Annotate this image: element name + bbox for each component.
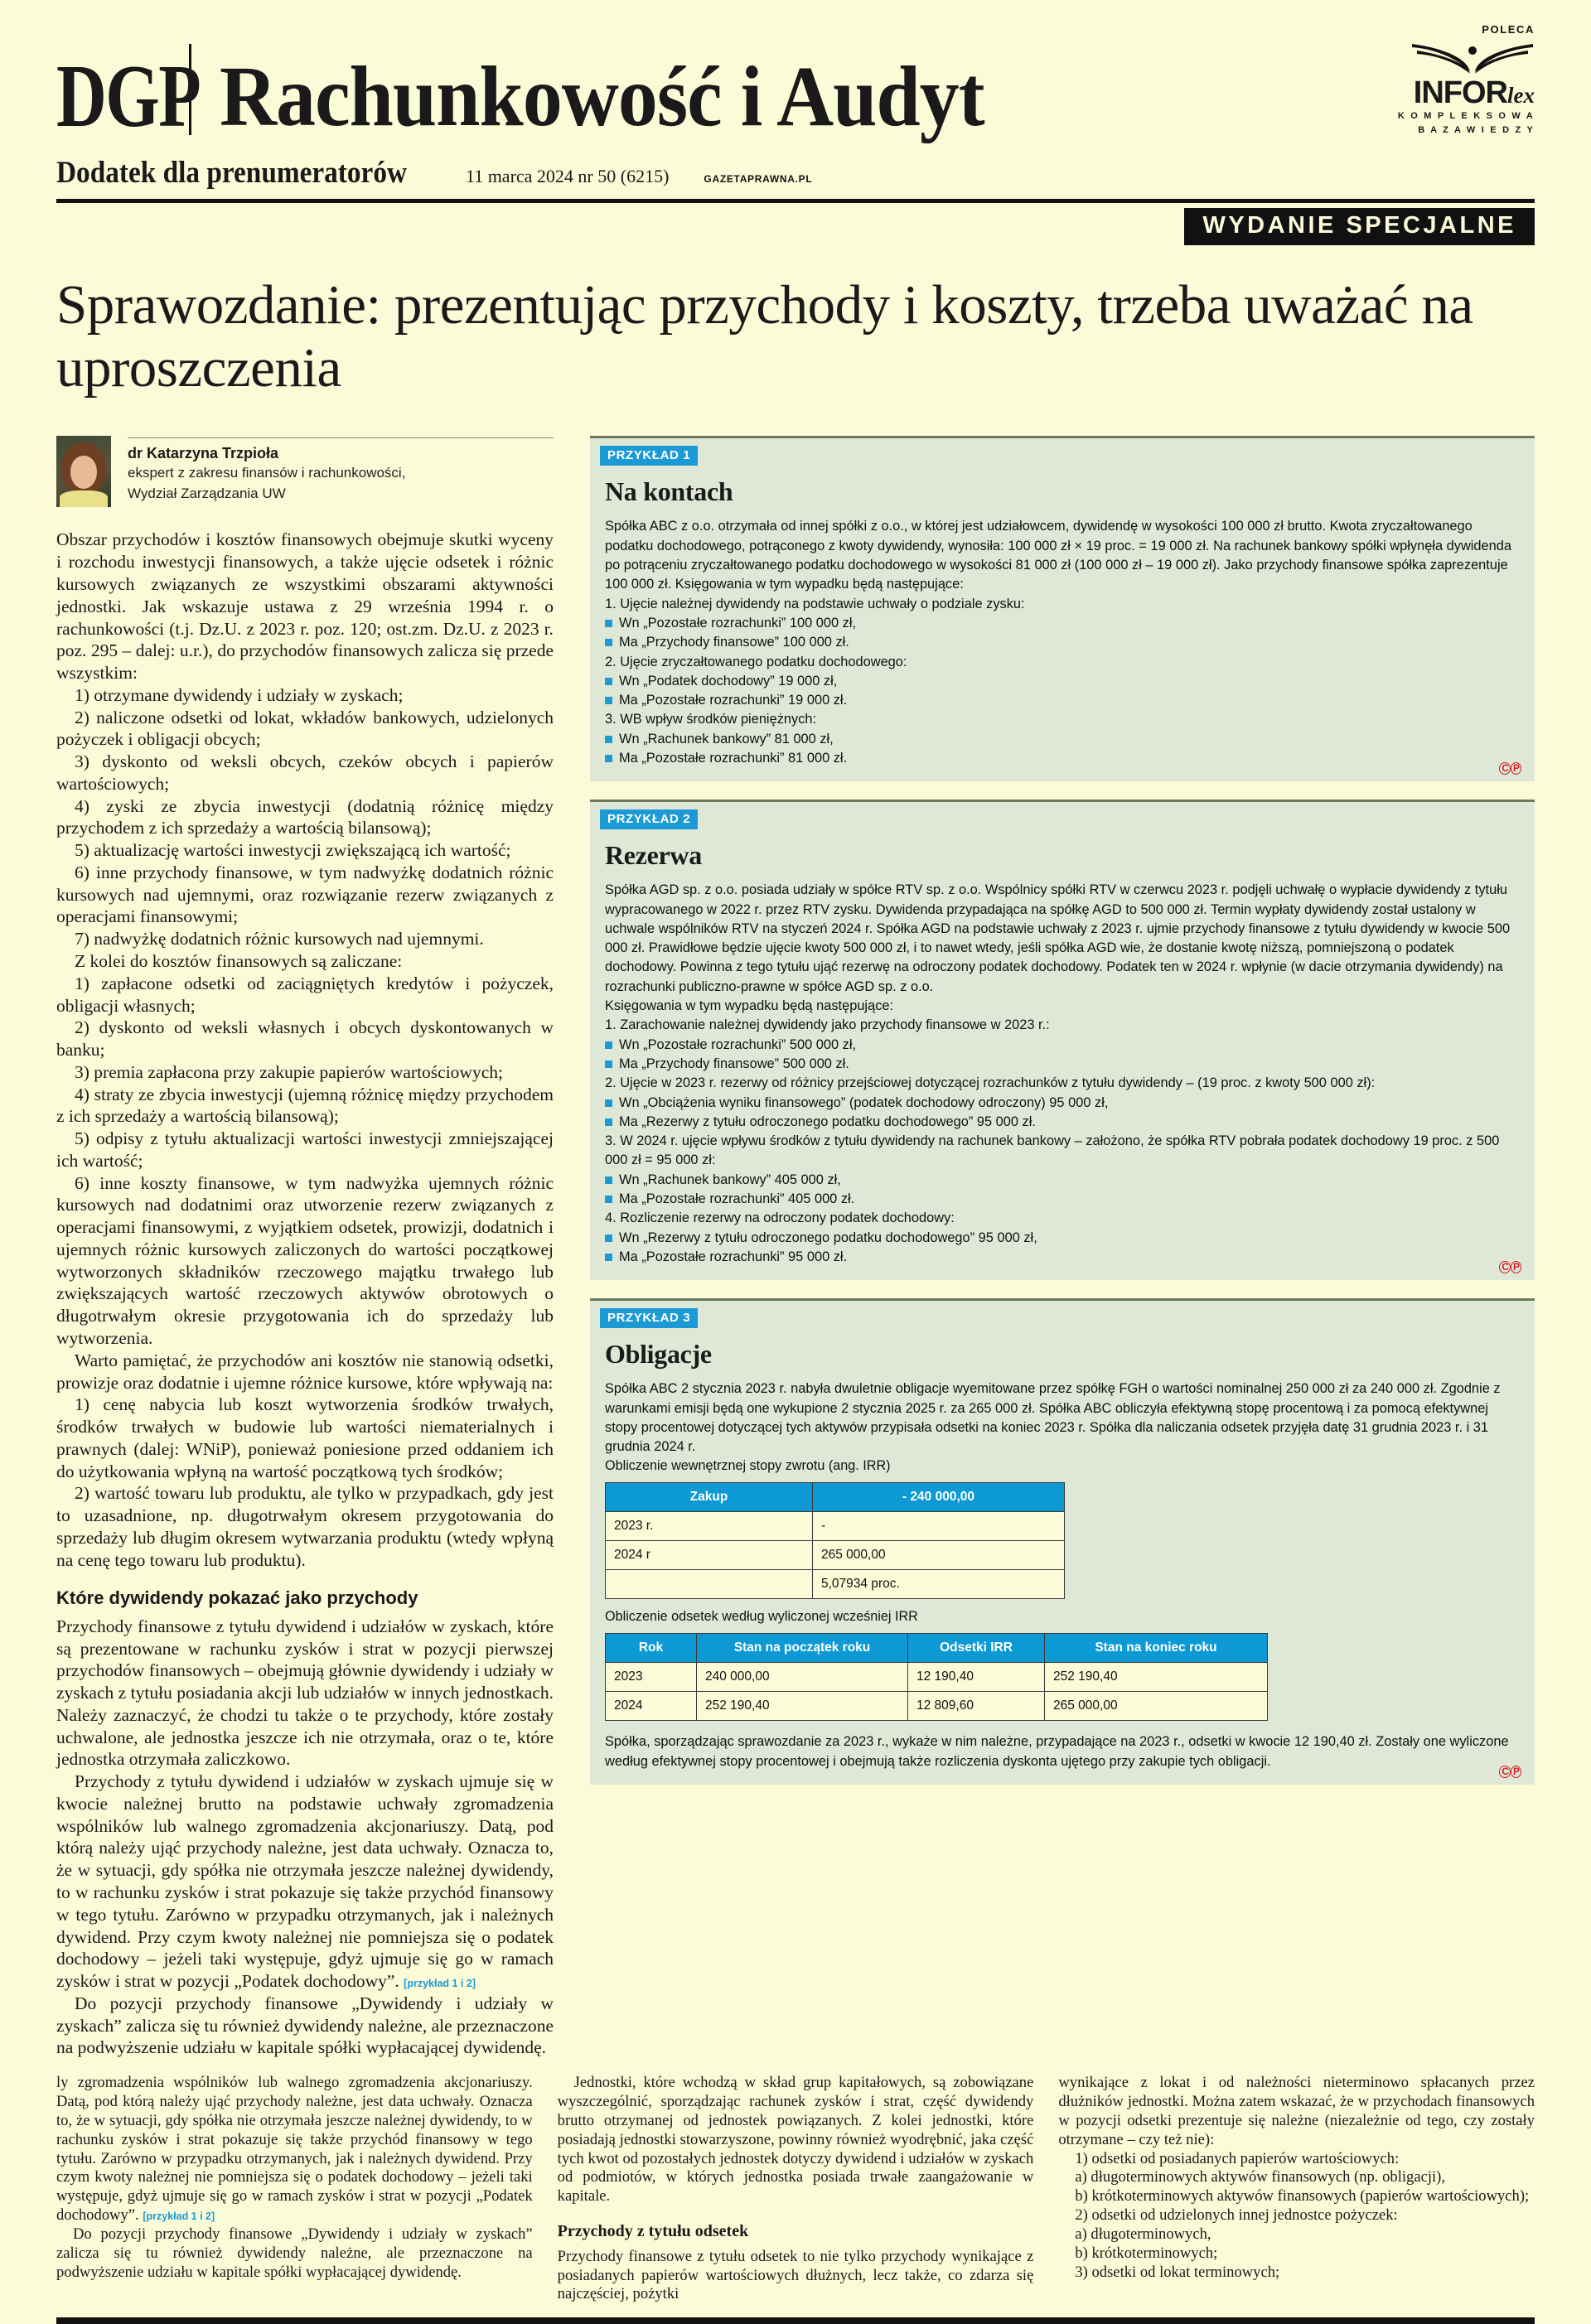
page-headline: Sprawozdanie: prezentując przychody i koszty, trzeba uważać na uproszczenia [56,273,1473,399]
example-1-bullet [605,749,1516,768]
int-cell: 2023 [606,1663,697,1692]
section-paragraph-1: Przychody finansowe z tytułu dywidend i udziałów w zyskach, które są prezentowane w rachunku zysków i strat w pozycji pierwszej przychodów finansowych – obejmują głównie dywidendy i udziały w zyskach z tytułu posiadania akcji lub udziałów w innych jednostkach. Należy zaznaczyć, że chodzi tu także o te przychody, które zostały uchwalone, ale jednostka jeszcze ich nie otrzymała, oraz o te, które jednostka otrzymała zaliczkowo. [56,1616,554,1770]
cost-item: 4) straty ze zbycia inwestycji (ujemną różnicę między przychodem z ich sprzedaży a wartością bilansową); [56,1084,554,1127]
income-item: 4) zyski ze zbycia inwestycji (dodatnią różnicę między przychodem z ich sprzedaży a wartością bilansową); [56,795,554,838]
masthead [56,0,1535,245]
example-2-bullet [605,1036,1516,1055]
table-row [606,1512,1065,1541]
infor-text: INFOR [1413,75,1507,110]
example-body-3 [590,1379,1535,1771]
irr-cell [606,1570,813,1599]
example-title-2: Rezerwa [605,840,702,871]
example-tag-3: PRZYKŁAD 3 [600,1308,698,1328]
bullet-square-icon [605,1119,612,1126]
example-2-bullet-text: Wn „Pozostałe rozrachunki” 500 000 zł, [619,1036,857,1052]
irr-cell: 2024 r [606,1541,813,1570]
example-2-bullet [605,1248,1516,1267]
table-header-row [606,1483,1065,1512]
irr-cell: 5,07934 proc. [813,1570,1065,1599]
poleca-label: POLECA [1482,23,1535,36]
bottom-col3-item: 3) odsetki od lokat terminowych; [1075,2263,1280,2281]
bullet-square-icon [605,678,612,685]
publication-title: Rachunkowość i Audyt [219,48,984,144]
bullet-square-icon [605,1176,612,1184]
int-cell: 252 190,40 [697,1692,908,1721]
example-1-line: 2. Ujęcie zryczałtowanego podatku dochodowego: [605,654,907,669]
main-content [56,436,1535,2059]
author-desc-1: ekspert z zakresu finansów i rachunkowości, [128,465,406,481]
example-2-bullet-text: Ma „Pozostałe rozrachunki” 405 000 zł. [619,1191,855,1207]
cost-item: 3) premia zapłacona przy zakupie papierów wartościowych; [75,1061,503,1082]
int-cell: 12 809,60 [908,1692,1045,1721]
bottom-col3-item: b) krótkoterminowych aktywów finansowych (papierów wartościowych); [1075,2187,1530,2206]
supplement-label: Dodatek dla prenumeratorów [56,155,408,190]
table-row [606,1541,1065,1570]
example-2-bullet-text: Ma „Przychody finansowe” 500 000 zł. [619,1056,849,1071]
note-item: 2) wartość towaru lub produktu, ale tylko w przypadkach, gdy jest to uzasadnione, np. długotrwałym okresem przygotowania do sprzedaży lub długim okresem wytwarzania produktu (wtedy wpłyną na cenę tego towaru lub produktu). [56,1483,554,1570]
int-cell: 240 000,00 [697,1663,908,1692]
example-top-rule [590,800,1535,802]
costs-lead: Z kolei do kosztów finansowych są zaliczane: [75,950,403,971]
table-row [606,1692,1268,1721]
cost-item: 2) dyskonto od weksli własnych i obcych dyskontowanych w banku; [56,1017,554,1061]
example-1-bullet [605,633,1516,652]
example-1-bullet-text: Ma „Pozostałe rozrachunki” 81 000 zł. [619,751,848,766]
example-box-1 [590,436,1535,781]
table-row [606,1663,1268,1692]
special-edition-badge: WYDANIE SPECJALNE [1184,208,1535,245]
income-item: 1) otrzymane dywidendy i udziały w zyskach; [75,684,404,705]
example-2-paragraph: Spółka AGD sp. z o.o. posiada udziały w spółce RTV sp. z o.o. Wspólnicy spółki RTV w czerwcu 2023 r. podjęli uchwałę o wypłacie dywidendy z tytułu wypracowanego w 2022 r. przez RTV zysku. Dywidenda przypadająca na spółkę AGD to 500 000 zł. Termin wypłaty dywidendy został ustalony w uchwale wspólników RTV na styczeń 2024 r. Spółka AGD na podstawie uchwały z 2023 r. ujmie przychody finansowe z tytułu dywidendy w kwocie 500 000 zł. Prawidłowe będzie ujęcie kwoty 500 000 zł, i to nawet wtedy, jeśli spółka AGD wie, że dostanie kwotę niższą, pomniejszoną o podatek dochodowy. Powinna z tego tytułu ująć rezerwę na odroczony podatek dochodowy. Podatek ten w 2024 r. wpłynie (w dacie otrzymania dywidendy) na rozrachunki publiczno-prawne w spółce AGD sp. z o.o. [605,882,1511,994]
infor-logo [1398,39,1535,137]
section-paragraph-2-text: Przychody z tytułu dywidend i udziałów w zyskach ujmuje się w kwocie należnej brutto na podstawie uchwały zgromadzenia wspólników lub walnego zgromadzenia akcjonariuszy. Datą, pod którą należy ująć przychody należne, jest data uchwały. Oznacza to, że w sytuacji, gdy spółka nie otrzymała jeszcze należnej dywidendy, to w rachunku zysków i strat pokazuje się także przychód finansowy w tego tytułu. Zarówno w przypadku otrzymanych, jak i należnych dywidend. Przy czym kwoty należnej nie pomniejsza się o podatek dochodowy – jeżeli taki występuje, gdyż ujmuje się go w ramach zysków i strat w pozycji „Podatek dochodowy”. [56,1771,554,1992]
example-2-bullet [605,1094,1516,1113]
bottom-col3-item: a) długoterminowych aktywów finansowych (np. obligacji), [1075,2168,1446,2186]
infor-wordmark [1398,77,1535,109]
left-body-text [56,529,554,2059]
note-item: 1) cenę nabycia lub koszt wytworzenia środków trwałych, środków trwałych w budowie lub wartości niematerialnych i prawnych (dalej: WNiP), ponieważ poniesione przed oddaniem ich do użytkowania wpłyną na wartość początkową tych środków; [56,1394,554,1481]
bottom-col2-p2: Przychody finansowe z tytułu odsetek to nie tylko przychody wynikające z posiadanych papierów wartościowych dłużnych, lecz także, co zdarza się najczęściej, pożytki [557,2247,1034,2303]
example-2-bullet-text: Ma „Rezerwy z tytułu odroczonego podatku dochodowego” 95 000 zł. [619,1114,1036,1129]
example-1-bullet [605,691,1516,710]
special-edition-band [56,208,1535,245]
bullet-square-icon [605,736,612,743]
example-1-bullet [605,730,1516,749]
bottom-col1-p1 [56,2074,533,2225]
bullet-square-icon [605,755,612,762]
example-2-bullet [605,1113,1516,1132]
copyright-mark-2: C P [1499,1259,1521,1273]
example-title-1: Na kontach [605,476,733,507]
infor-tagline-1: K O M P L E K S O W A [1397,111,1535,121]
cost-item: 1) zapłacone odsetki od zaciągniętych kredytów i pożyczek, obligacji własnych; [56,973,554,1016]
masthead-row [56,23,1535,147]
bottom-column-2 [558,2074,1034,2304]
section-paragraph-3: Do pozycji przychody finansowe „Dywidendy i udziały w zyskach” zalicza się tu również dywidendy należne, ale przeznaczone na podwyższenie udziału w kapitale spółki wypłacającej dywidendę. [56,1993,554,2058]
bottom-column-1 [56,2074,533,2304]
income-item: 2) naliczone odsetki od lokat, wkładów bankowych, udzielonych pożyczek i obligacji obcych; [56,707,554,750]
author-meta [128,436,554,507]
bullet-square-icon [605,1254,612,1261]
author-name: dr Katarzyna Trzpioła [128,445,279,462]
example-2-bullet [605,1171,1516,1190]
copyright-mark-3: C P [1499,1764,1521,1778]
example-2-bullet [605,1229,1516,1248]
example-1-line: 3. WB wpływ środków pieniężnych: [605,712,817,727]
int-cell: 12 190,40 [908,1663,1045,1692]
bottom-col3-p1: wynikające z lokat i od należności nieterminowo spłacanych przez dłużników jednostki. Można zatem wskazać, że w przychodach finansowych w pozycji odsetki prezentuje się należne (niezależnie od tego, czy zostały otrzymane – czy też nie): [1058,2074,1535,2148]
infor-block [1398,23,1535,140]
example-3-closing: Spółka, sporządzając sprawozdanie za 2023 r., wykaże w nim należne, przypadające na 2023 r., odsetki w kwocie 12 190,40 zł. Zostały one wyliczone według efektywnej stopy procentowej i obejmują także rozliczenia dyskonta ujętego przy zakupie tych obligacji. [605,1734,1509,1769]
example-1-bullet [605,672,1516,691]
bullet-square-icon [605,1061,612,1068]
bullet-square-icon [605,697,612,704]
example-1-bullet-text: Wn „Rachunek bankowy” 81 000 zł, [619,731,834,746]
infor-bird-icon [1410,39,1535,77]
int-th-1: Stan na początek roku [697,1634,908,1663]
bullet-square-icon [605,620,612,627]
example-2-bullet [605,1190,1516,1209]
income-item: 3) dyskonto od weksli obcych, czeków obcych i papierów wartościowych; [56,751,554,794]
example-2-line: 4. Rozliczenie rezerwy na odroczony podatek dochodowy: [605,1210,955,1226]
example-top-rule [590,1298,1535,1301]
table-2-caption: Obliczenie odsetek według wyliczonej wcześniej IRR [605,1609,918,1625]
dgp-logo: DGP [56,47,201,147]
copyright-mark-1: C P [1499,761,1521,775]
int-th-3: Stan na koniec roku [1045,1634,1268,1663]
table-row [606,1570,1065,1599]
example-2-bullet-text: Wn „Rezerwy z tytułu odroczonego podatku dochodowego” 95 000 zł, [619,1230,1037,1245]
infor-tagline-2: B A Z A W I E D Z Y [1418,124,1535,135]
author-desc-2: Wydział Zarządzania UW [128,485,286,501]
bottom-col3-item: b) krótkoterminowych; [1075,2244,1218,2262]
bottom-col2-p1: Jednostki, które wchodzą w skład grup kapitałowych, są zobowiązane wyszczególnić, sporządzając rachunek zysków i strat, część dywidendy brutto otrzymanej od jednostek powiązanych. Z kolei jednostki, które posiadają jednostki stowarzyszone, powinny również wyodrębnić, jaka część tych kwot od pozostałych jednostek dotyczy dywidend i udziałów w zyskach od podmiotów, w których jednostka posiada trwałe zaangażowanie w kapitale. [557,2074,1034,2206]
author-byline [56,436,554,507]
issue-info: 11 marca 2024 nr 50 (6215) [466,165,670,186]
irr-th-1: - 240 000,00 [813,1483,1065,1512]
bottom-column-3 [1058,2074,1535,2304]
example-box-2 [590,800,1535,1280]
footer-rule [56,2317,1535,2324]
example-2-paragraph2: Księgowania w tym wypadku będą następujące: [605,998,894,1014]
int-cell: 2024 [606,1692,697,1721]
bottom-col1-p2: Do pozycji przychody finansowe „Dywidendy i udziały w zyskach” zalicza się tu również dywidendy należne, ale przeznaczone na podwyższenie udziału w kapitale spółki wypłacającej dywidendę. [56,2225,533,2281]
infor-lex-text: lex [1507,83,1535,108]
bullet-square-icon [605,1234,612,1242]
table-header-row [606,1634,1268,1663]
example-3-paragraph: Spółka ABC 2 stycznia 2023 r. nabyła dwuletnie obligacje wyemitowane przez spółkę FGH o wartości nominalnej 250 000 zł za 240 000 zł. Zgodnie z warunkami emisji będą one wykupione 2 stycznia 2025 r. za 265 000 zł. Spółka ABC obliczyła efektywną stopę procentową i za pomocą efektywnej stopy procentowej dotyczącej tych aktywów przypisała odsetki na koniec 2023 r. Spółka dla naliczania odsetek przyjęła datę 31 grudnia 2023 r. i 31 grudnia 2024 r. [605,1381,1501,1455]
bullet-square-icon [605,639,612,646]
int-th-0: Rok [606,1634,697,1663]
example-body-1 [590,517,1535,768]
bottom-col3-item: a) długoterminowych, [1075,2225,1211,2243]
masthead-rule [56,199,1535,203]
example-box-3 [590,1298,1535,1785]
example-2-line: 3. W 2024 r. ujęcie wpływu środków z tytułu dywidendy na rachunek bankowy – założono, że spółka RTV pobrała podatek dochodowy 19 proc. z 500 000 zł = 95 000 zł: [605,1133,1500,1168]
example-1-line: 1. Ujęcie należnej dywidendy na podstawie uchwały o podziale zysku: [605,596,1025,611]
example-2-bullet [605,1055,1516,1074]
example-2-bullet-text: Wn „Rachunek bankowy” 405 000 zł, [619,1172,841,1187]
note-lead: Warto pamiętać, że przychodów ani kosztów nie stanowią odsetki, prowizje oraz dodatnie i ujemne różnice kursowe, które wpływają na: [56,1350,554,1393]
example-1-bullet-text: Ma „Pozostałe rozrachunki” 19 000 zł. [619,693,848,708]
irr-cell: 2023 r. [606,1512,813,1541]
example-body-2 [590,881,1535,1267]
irr-table [605,1482,1065,1599]
intro-paragraph: Obszar przychodów i kosztów finansowych obejmuje skutki wyceny i rozchodu inwestycji finansowych, a także ujęcie odsetek i różnic kursowych związanych ze wszystkimi obszarami aktywności jednostki. Jak wskazuje ustawa z 29 września 1994 r. o rachunkowości (t.j. Dz.U. z 2023 r. poz. 120; ost.zm. Dz.U. z 2023 r. poz. 295 – dalej: u.r.), do przychodów finansowych zalicza się przede wszystkim: [56,529,554,684]
cost-item: 6) inne koszty finansowe, w tym nadwyżka ujemnych różnic kursowych nad dodatnimi oraz utworzenie rezerw związanych z operacjami finansowymi, z wyjątkiem odsetek, prowizji, dodatnich i ujemnych różnic kursowych zaliczonych do wartości początkowej wytworzonych składników rzeczowego majątku trwałego lub zwiększających wartość rzeczowych aktywów obrotowych o długotrwałym okresie przygotowania ich do sprzedaży lub wytworzenia. [56,1172,554,1348]
supplement-row [56,155,1535,191]
example-reference-link-bottom[interactable]: [przykład 1 i 2] [143,2210,215,2223]
example-reference-link[interactable]: [przykład 1 i 2] [404,1978,476,1990]
example-tag-2: PRZYKŁAD 2 [600,809,698,829]
bottom-col2-heading: Przychody z tytułu odsetek [557,2222,749,2241]
bottom-col1-p1-text: ly zgromadzenia wspólników lub walnego zgromadzenia akcjonariuszy. Datą, pod którą należy ująć przychody należne, jest data uchwały. Oznacza to, że w sytuacji, gdy spółka nie otrzymała jeszcze należnej dywidendy, to w rachunku zysków i strat pokazuje się także przychód finansowy w tego tytułu. Zarówno w przypadku otrzymanych, jak i należnych dywidend. Przy czym kwoty należnej nie pomniejsza się o podatek dochodowy – jeżeli taki występuje, gdyż ujmuje się go w ramach zysków i strat w pozycji „Podatek dochodowy”. [56,2074,533,2225]
example-1-bullet-text: Wn „Podatek dochodowy” 19 000 zł, [619,673,838,689]
cost-item: 5) odpisy z tytułu aktualizacji wartości inwestycji zmniejszającej ich wartość; [56,1128,554,1171]
right-column [554,436,1535,2059]
author-rule [128,437,554,438]
table-1-caption: Obliczenie wewnętrznej stopy zwrotu (ang. IRR) [605,1458,891,1474]
section-heading-dividends: Które dywidendy pokazać jako przychody [56,1587,418,1609]
bottom-col3-item: 1) odsetki od posiadanych papierów wartościowych: [1075,2149,1400,2167]
section-paragraph-2 [56,1771,554,1993]
income-item: 5) aktualizację wartości inwestycji zwiększającą ich wartość; [75,840,511,861]
irr-cell: 265 000,00 [813,1541,1065,1570]
example-1-bullet [605,614,1516,633]
int-cell: 265 000,00 [1045,1692,1268,1721]
irr-cell: - [813,1512,1065,1541]
income-item: 7) nadwyżkę dodatnich różnic kursowych nad ujemnymi. [75,929,484,949]
int-cell: 252 190,40 [1045,1663,1268,1692]
example-2-bullet-text: Wn „Obciążenia wyniku finansowego” (podatek dochodowy odroczony) 95 000 zł, [619,1094,1109,1110]
bottom-columns [56,2074,1535,2304]
website-label: GAZETAPRAWNA.PL [704,172,813,185]
irr-th-0: Zakup [606,1483,813,1512]
example-2-line: 1. Zarachowanie należnej dywidendy jako przychody finansowe w 2023 r.: [605,1017,1050,1033]
income-item: 6) inne przychody finansowe, w tym nadwyżkę dodatnich różnic kursowych nad ujemnymi, oraz rozwiązanie rezerw związanych z operacjami finansowymi; [56,862,554,927]
left-column [56,436,554,2059]
example-top-rule [590,436,1535,438]
bullet-square-icon [605,1196,612,1203]
example-tag-1: PRZYKŁAD 1 [600,446,698,466]
author-photo [56,436,111,507]
int-th-2: Odsetki IRR [908,1634,1045,1663]
example-1-bullet-text: Ma „Przychody finansowe” 100 000 zł. [619,635,849,650]
example-2-bullet-text: Ma „Pozostałe rozrachunki” 95 000 zł. [619,1249,848,1264]
bullet-square-icon [605,1041,612,1049]
interest-table [605,1633,1268,1721]
example-1-paragraph: Spółka ABC z o.o. otrzymała od innej spółki z o.o., w której jest udziałowcem, dywidendę w wysokości 100 000 zł brutto. Kwota zryczałtowanego podatku dochodowego, potrąconego z kwoty dywidendy, wynosiła: 100 000 zł × 19 proc. = 19 000 zł. Na rachunek bankowy spółki wpłynęła dywidenda po potrąceniu zryczałtowanego podatku dochodowego w wysokości 81 000 zł (100 000 zł – 19 000 zł). Jako przychody finansowe spółka zaprezentuje 100 000 zł. Księgowania w tym wypadku będą następujące: [605,519,1511,592]
bullet-square-icon [605,1099,612,1107]
bottom-col3-item: 2) odsetki od udzielonych innej jednostce pożyczek: [1075,2206,1398,2225]
example-1-bullet-text: Wn „Pozostałe rozrachunki” 100 000 zł, [619,615,857,631]
example-title-3: Obligacje [605,1339,712,1370]
example-2-line: 2. Ujęcie w 2023 r. rezerwy od różnicy przejściowej dotyczącej rozrachunków z tytułu dywidendy – (19 proc. z kwoty 500 000 zł): [605,1075,1376,1091]
